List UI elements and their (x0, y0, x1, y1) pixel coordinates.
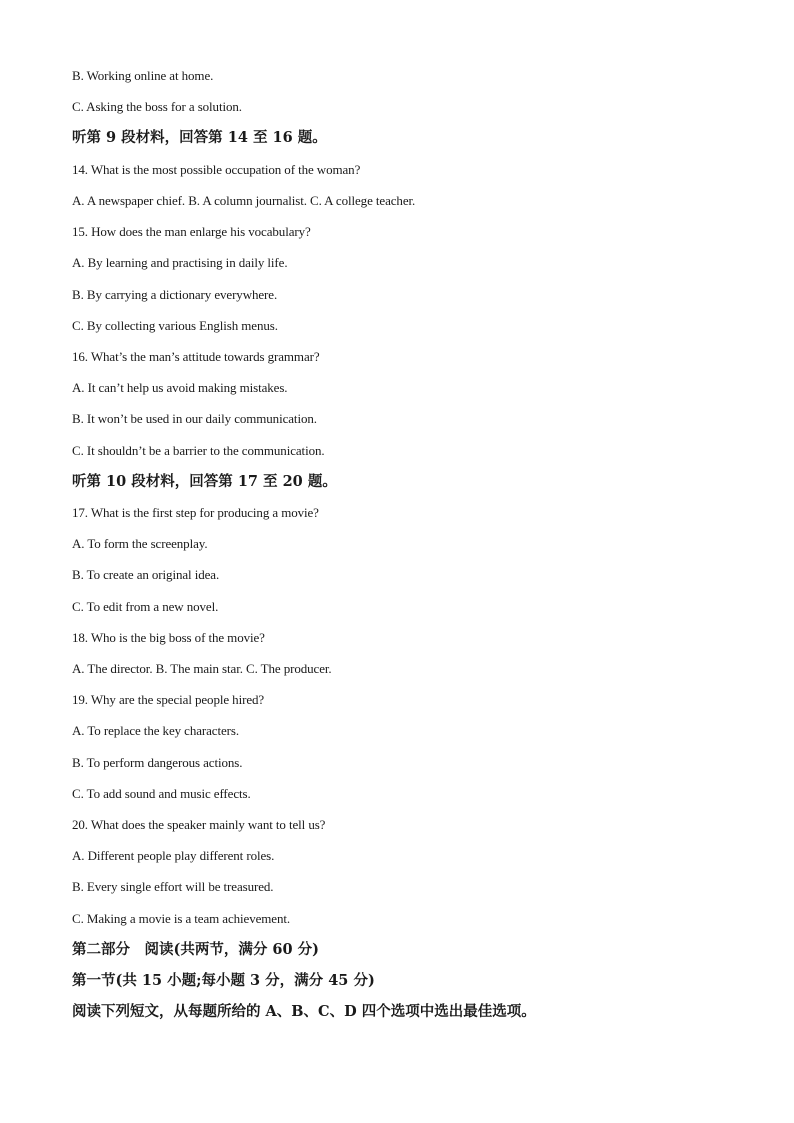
part-two-heading: 第二部分 阅读(共两节，满分 60 分) (72, 941, 319, 958)
section-heading-9: 听第 9 段材料，回答第 14 至 16 题。 (72, 129, 327, 146)
option-15c: C. By collecting various English menus. (72, 318, 278, 333)
question-19: 19. Why are the special people hired? (72, 692, 265, 707)
question-18: 18. Who is the big boss of the movie? (72, 630, 265, 645)
option-20b: B. Every single effort will be treasured. (72, 879, 274, 894)
option-13b: B. Working online at home. (72, 68, 214, 83)
option-19b: B. To perform dangerous actions. (72, 755, 243, 770)
option-17a: A. To form the screenplay. (72, 536, 208, 551)
option-16c: C. It shouldn’t be a barrier to the communication. (72, 443, 325, 458)
section-heading-10: 听第 10 段材料，回答第 17 至 20 题。 (72, 473, 337, 490)
question-20: 20. What does the speaker mainly want to tell us? (72, 817, 326, 832)
question-14: 14. What is the most possible occupation of the woman? (72, 162, 361, 177)
option-17c: C. To edit from a new novel. (72, 599, 219, 614)
option-17b: B. To create an original idea. (72, 567, 220, 582)
options-18: A. The director. B. The main star. C. The producer. (72, 661, 332, 676)
option-16b: B. It won’t be used in our daily communication. (72, 411, 317, 426)
section-one-heading: 第一节(共 15 小题;每小题 3 分，满分 45 分) (72, 972, 375, 989)
option-15b: B. By carrying a dictionary everywhere. (72, 287, 278, 302)
options-14: A. A newspaper chief. B. A column journalist. C. A college teacher. (72, 193, 416, 208)
option-20c: C. Making a movie is a team achievement. (72, 911, 291, 926)
question-15: 15. How does the man enlarge his vocabulary? (72, 224, 311, 239)
option-13c: C. Asking the boss for a solution. (72, 99, 242, 114)
option-19a: A. To replace the key characters. (72, 723, 239, 738)
reading-instructions: 阅读下列短文，从每题所给的 A、B、C、D 四个选项中选出最佳选项。 (72, 1003, 536, 1020)
option-16a: A. It can’t help us avoid making mistakes. (72, 380, 288, 395)
option-19c: C. To add sound and music effects. (72, 786, 251, 801)
option-15a: A. By learning and practising in daily life. (72, 255, 288, 270)
question-16: 16. What’s the man’s attitude towards grammar? (72, 349, 320, 364)
question-17: 17. What is the first step for producing a movie? (72, 505, 319, 520)
option-20a: A. Different people play different roles. (72, 848, 275, 863)
